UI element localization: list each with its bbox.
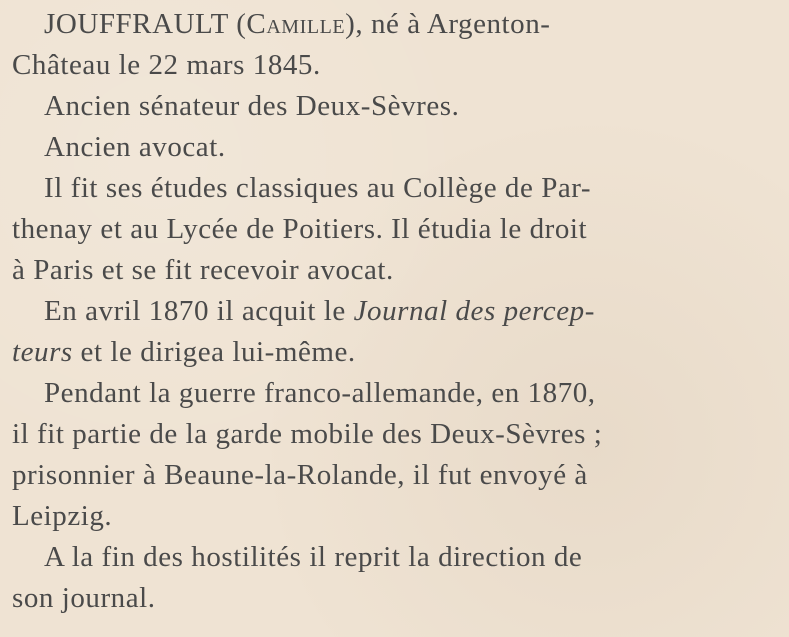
text-line — [44, 127, 226, 168]
text-line — [12, 332, 356, 373]
text-segment: Pendant la guerre franco-allemande, en 1870, — [44, 377, 596, 409]
first-name: Camille — [246, 8, 346, 40]
text-line — [44, 168, 591, 209]
text-segment: Château le 22 mars 1845. — [12, 49, 321, 81]
text-line — [12, 455, 588, 496]
text-segment: Ancien avocat. — [44, 131, 226, 163]
text-line — [12, 496, 112, 537]
text-segment: JOUFFRAULT ( — [44, 8, 247, 40]
text-segment: Leipzig. — [12, 500, 113, 532]
text-segment: A la fin des hostilités il reprit la direction de — [44, 541, 583, 573]
text-line — [44, 4, 550, 45]
text-segment: son journal. — [12, 582, 156, 614]
text-segment: En avril 1870 il acquit le — [44, 295, 354, 327]
text-segment: Il fit ses études classiques au Collège de Par- — [44, 172, 592, 204]
text-line — [12, 209, 587, 250]
text-segment: prisonnier à Beaune-la-Rolande, il fut envoyé à — [12, 459, 588, 491]
text-line — [12, 578, 156, 619]
text-segment: il fit partie de la garde mobile des Deux-Sèvres ; — [12, 418, 603, 450]
journal-title-continued: teurs — [12, 336, 73, 368]
text-line — [44, 537, 582, 578]
text-segment: Ancien sénateur des Deux-Sèvres. — [44, 90, 460, 122]
text-segment: à Paris et se fit recevoir avocat. — [12, 254, 394, 286]
text-segment: thenay et au Lycée de Poitiers. Il étudia le droit — [12, 213, 588, 245]
text-line — [12, 250, 394, 291]
text-segment: ), né à Argenton- — [345, 8, 551, 40]
text-line — [12, 414, 602, 455]
journal-title: Journal des percep- — [353, 295, 595, 327]
text-line — [44, 291, 595, 332]
text-line — [44, 86, 459, 127]
text-line — [12, 45, 321, 86]
text-segment: et le dirigea lui-même. — [72, 336, 356, 368]
text-line — [44, 373, 596, 414]
